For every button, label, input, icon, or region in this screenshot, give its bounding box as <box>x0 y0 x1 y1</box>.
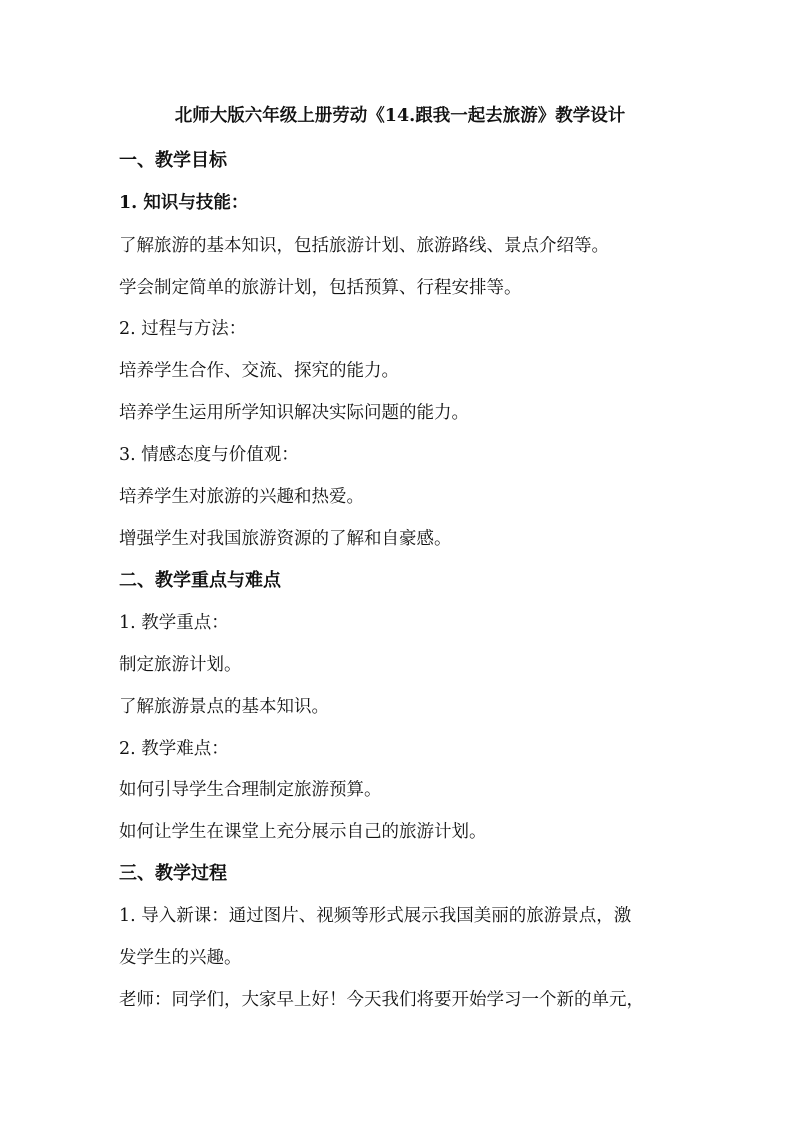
subheading-knowledge-skills: 1. 知识与技能： <box>119 193 249 213</box>
document-title: 北师大版六年级上册劳动《14.跟我一起去旅游》教学设计 <box>174 106 626 126</box>
paragraph: 老师：同学们，大家早上好！今天我们将要开始学习一个新的单元， <box>119 990 644 1010</box>
subheading-attitudes-values: 3. 情感态度与价值观： <box>119 445 299 465</box>
subheading-key-point: 1. 教学重点： <box>119 613 229 633</box>
subheading-process-methods: 2. 过程与方法： <box>119 319 247 339</box>
paragraph: 培养学生合作、交流、探究的能力。 <box>119 361 399 381</box>
paragraph: 1. 导入新课：通过图片、视频等形式展示我国美丽的旅游景点，激 <box>119 906 632 926</box>
subheading-difficulty: 2. 教学难点： <box>119 739 229 759</box>
paragraph: 如何让学生在课堂上充分展示自己的旅游计划。 <box>119 822 487 842</box>
paragraph: 制定旅游计划。 <box>119 655 242 675</box>
paragraph: 如何引导学生合理制定旅游预算。 <box>119 780 382 800</box>
paragraph: 学会制定简单的旅游计划，包括预算、行程安排等。 <box>119 278 522 298</box>
paragraph: 发学生的兴趣。 <box>119 948 242 968</box>
paragraph: 了解旅游景点的基本知识。 <box>119 697 329 717</box>
section-heading-key-points: 二、教学重点与难点 <box>119 570 281 591</box>
paragraph: 增强学生对我国旅游资源的了解和自豪感。 <box>119 529 452 549</box>
section-heading-process: 三、教学过程 <box>119 863 227 884</box>
paragraph: 培养学生对旅游的兴趣和热爱。 <box>119 487 364 507</box>
paragraph: 培养学生运用所学知识解决实际问题的能力。 <box>119 403 469 423</box>
section-heading-objectives: 一、教学目标 <box>119 150 227 171</box>
paragraph: 了解旅游的基本知识，包括旅游计划、旅游路线、景点介绍等。 <box>119 236 609 256</box>
